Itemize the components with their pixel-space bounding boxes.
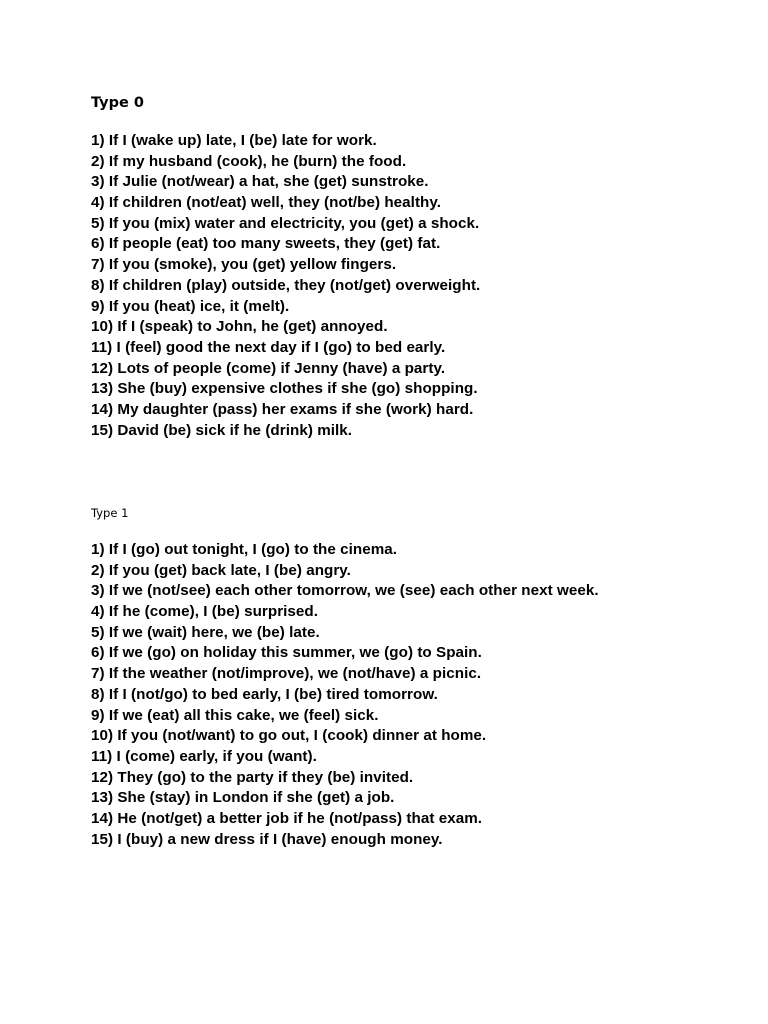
exercise-item: 8) If children (play) outside, they (not/get) overweight. <box>91 276 481 294</box>
exercise-item: 9) If we (eat) all this cake, we (feel) sick. <box>91 706 379 724</box>
exercise-item: 12) Lots of people (come) if Jenny (have) a party. <box>91 359 446 377</box>
exercise-item: 15) David (be) sick if he (drink) milk. <box>91 421 353 439</box>
exercise-item: 7) If you (smoke), you (get) yellow fingers. <box>91 256 397 274</box>
exercise-list-type-1 <box>91 540 751 850</box>
exercise-item: 15) I (buy) a new dress if I (have) enough money. <box>91 830 443 848</box>
exercise-item: 5) If we (wait) here, we (be) late. <box>91 623 320 641</box>
exercise-item: 11) I (feel) good the next day if I (go) to bed early. <box>91 338 446 356</box>
exercise-list-type-0 <box>91 131 751 441</box>
exercise-item: 11) I (come) early, if you (want). <box>91 747 317 765</box>
exercise-item: 13) She (buy) expensive clothes if she (go) shopping. <box>91 380 478 398</box>
exercise-item: 7) If the weather (not/improve), we (not/have) a picnic. <box>91 665 482 683</box>
exercise-item: 8) If I (not/go) to bed early, I (be) tired tomorrow. <box>91 685 438 703</box>
exercise-item: 3) If Julie (not/wear) a hat, she (get) sunstroke. <box>91 173 429 191</box>
exercise-item: 6) If people (eat) too many sweets, they (get) fat. <box>91 235 441 253</box>
exercise-item: 1) If I (wake up) late, I (be) late for work. <box>91 132 377 149</box>
exercise-item: 10) If you (not/want) to go out, I (cook) dinner at home. <box>91 727 487 745</box>
exercise-item: 6) If we (go) on holiday this summer, we (go) to Spain. <box>91 644 482 662</box>
exercise-item: 10) If I (speak) to John, he (get) annoyed. <box>91 318 388 336</box>
section-heading-type-1: Type 1 <box>91 506 129 520</box>
exercise-item: 14) My daughter (pass) her exams if she (work) hard. <box>91 400 474 418</box>
exercise-item: 2) If my husband (cook), he (burn) the food. <box>91 152 407 170</box>
exercise-item: 2) If you (get) back late, I (be) angry. <box>91 561 351 579</box>
exercise-item: 14) He (not/get) a better job if he (not/pass) that exam. <box>91 809 483 827</box>
exercise-item: 12) They (go) to the party if they (be) invited. <box>91 768 414 786</box>
section-heading-type-0: Type 0 <box>91 95 144 111</box>
exercise-item: 13) She (stay) in London if she (get) a job. <box>91 789 395 807</box>
exercise-item: 4) If children (not/eat) well, they (not/be) healthy. <box>91 194 442 212</box>
exercise-item: 4) If he (come), I (be) surprised. <box>91 603 319 621</box>
exercise-item: 5) If you (mix) water and electricity, you (get) a shock. <box>91 214 480 232</box>
exercise-item: 3) If we (not/see) each other tomorrow, we (see) each other next week. <box>91 582 599 600</box>
section-type-1 <box>91 505 751 850</box>
section-type-0 <box>91 94 751 441</box>
exercise-item: 1) If I (go) out tonight, I (go) to the cinema. <box>91 541 398 558</box>
exercise-item: 9) If you (heat) ice, it (melt). <box>91 297 290 315</box>
